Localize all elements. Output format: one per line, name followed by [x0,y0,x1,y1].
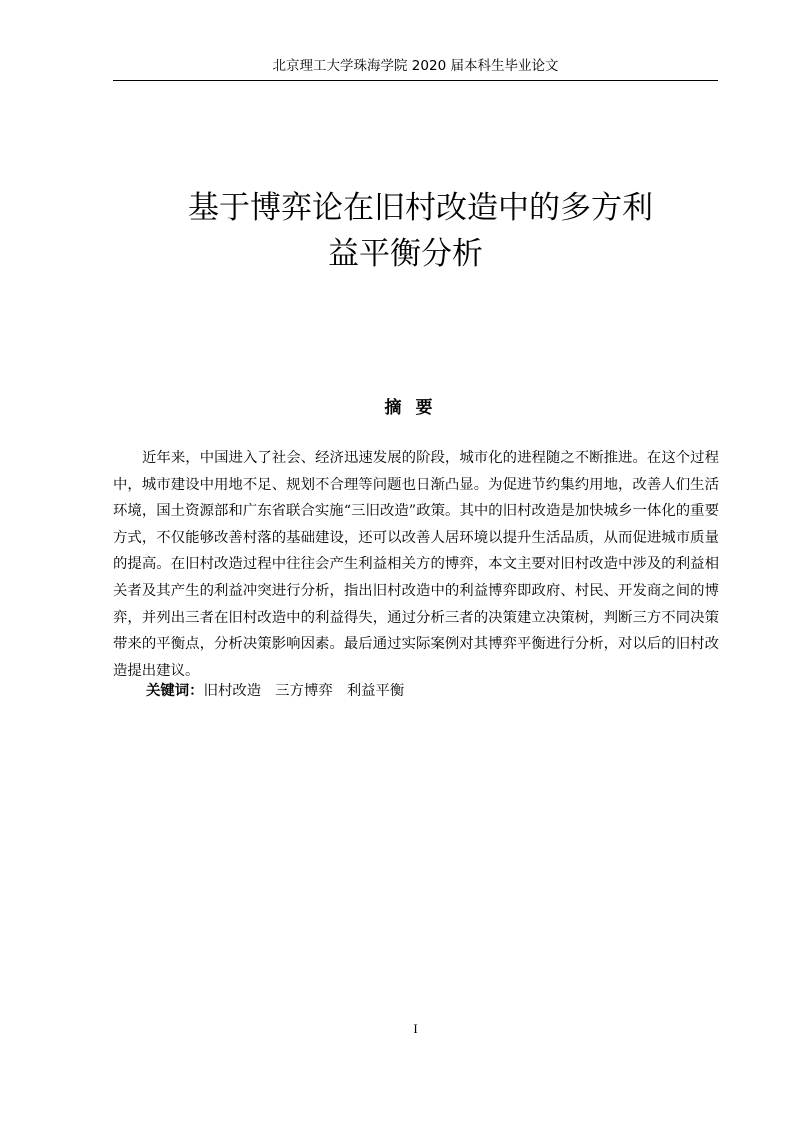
running-header: 北京理工大学珠海学院 2020 届本科生毕业论文 [272,58,559,74]
paper-title [113,185,718,277]
page-number: I [413,1021,418,1036]
keyword-item: 利益平衡 [346,683,405,699]
header-rule [113,80,718,81]
keyword-item: 旧村改造 [203,683,262,699]
abstract-body: 近年来，中国进入了社会、经济迅速发展的阶段，城市化的进程随之不断推进。在这个过程中，城市建设中用地不足、规划不合理等问题也日渐凸显。为促进节约集约用地，改善人们生活环境，国土资源部和广东省联合实施“三旧改造”政策。其中的旧村改造是加快城乡一体化的重要方式，不仅能够改善村落的基础建设，还可以改善人居环境以提升生活品质，从而促进城市质量的提高。在旧村改造过程中往往会产生利益相关方的博弈，本文主要对旧村改造中涉及的利益相关者及其产生的利益冲突进行分析，指出旧村改造中的利益博弈即政府、村民、开发商之间的博弈，并列出三者在旧村改造中的利益得失，通过分析三者的决策建立决策树，判断三方不同决策带来的平衡点，分析决策影响因素。最后通过实际案例对其博弈平衡进行分析，对以后的旧村改造提出建议。 [113,450,719,679]
paper-title-line-1: 基于博弈论在旧村改造中的多方利 [188,190,653,226]
keywords-label: 关键词： [146,683,204,699]
keywords-line [146,678,418,704]
keyword-item: 三方博弈 [275,683,333,699]
abstract-heading: 摘要 [384,398,447,418]
paper-title-line-2: 益平衡分析 [328,236,483,272]
